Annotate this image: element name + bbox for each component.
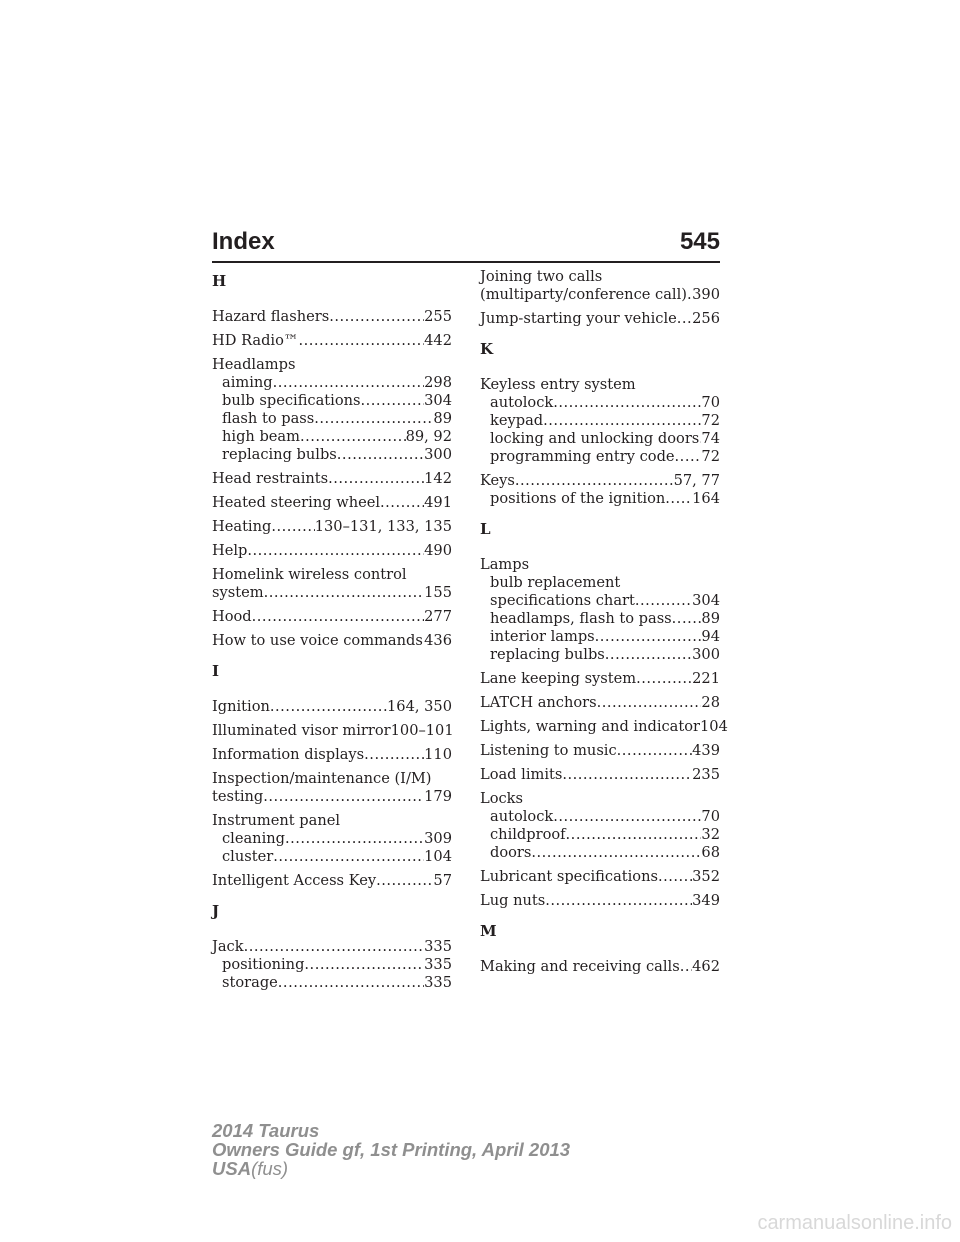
index-term-line xyxy=(480,868,720,886)
index-subentry xyxy=(212,410,452,428)
dot-leader xyxy=(665,490,692,508)
page-reference: 89 xyxy=(433,410,452,427)
index-entry xyxy=(212,698,452,716)
index-term: HD Radio™ xyxy=(212,332,299,349)
index-entry xyxy=(480,556,720,664)
dot-leader xyxy=(566,826,702,844)
index-term: Load limits xyxy=(480,766,563,783)
index-entry xyxy=(480,670,720,688)
index-term-line xyxy=(212,698,452,716)
dot-leader xyxy=(677,310,692,328)
index-term-line xyxy=(212,494,452,512)
page-reference: 304 xyxy=(424,392,452,409)
index-term: autolock xyxy=(490,394,554,411)
index-entry xyxy=(212,308,452,326)
dot-leader xyxy=(304,956,424,974)
footer-market-extra: (fus) xyxy=(251,1158,289,1179)
index-term: aiming xyxy=(222,374,273,391)
index-term: Heating xyxy=(212,518,272,535)
index-term: headlamps, flash to pass xyxy=(490,610,672,627)
index-term-line xyxy=(480,892,720,910)
index-entry xyxy=(212,722,452,740)
index-term: Homelink wireless control xyxy=(212,566,407,583)
page-reference: 300 xyxy=(692,646,720,663)
index-term-line xyxy=(480,742,720,760)
dot-leader xyxy=(270,698,387,716)
index-entry xyxy=(212,770,452,806)
index-term-line xyxy=(480,670,720,688)
dot-leader xyxy=(553,808,701,826)
index-term: Jack xyxy=(212,938,244,955)
page-header xyxy=(212,228,720,256)
index-term: Lamps xyxy=(480,556,530,573)
index-term-line xyxy=(212,938,452,956)
page-reference: 179 xyxy=(424,788,452,805)
index-entry xyxy=(480,310,720,328)
index-entry xyxy=(212,332,452,350)
index-term: Illuminated visor mirror xyxy=(212,722,391,739)
dot-leader xyxy=(264,584,425,602)
index-entry xyxy=(480,790,720,862)
index-term-line xyxy=(480,766,720,784)
index-term: specifications chart xyxy=(490,592,635,609)
page-reference: 390 xyxy=(692,286,720,303)
dot-leader xyxy=(562,766,692,784)
index-term-line xyxy=(480,556,720,574)
section-letter: H xyxy=(212,272,227,290)
page-reference: 304 xyxy=(692,592,720,609)
index-term-line xyxy=(212,770,452,788)
dot-leader xyxy=(298,332,424,350)
index-term: bulb specifications xyxy=(222,392,361,409)
page-number: 545 xyxy=(679,228,720,255)
index-subentry xyxy=(212,392,452,410)
index-term: cluster xyxy=(222,848,274,865)
page-reference: 104 xyxy=(424,848,452,865)
index-subentry xyxy=(212,374,452,392)
index-term: Intelligent Access Key xyxy=(212,872,377,889)
page-reference: 442 xyxy=(424,332,452,349)
index-term: cleaning xyxy=(222,830,285,847)
index-subentry xyxy=(480,628,720,646)
index-term-line xyxy=(212,308,452,326)
footer-market-code: USA xyxy=(212,1158,252,1179)
index-entry xyxy=(212,494,452,512)
dot-leader xyxy=(364,746,424,764)
index-term: Keyless entry system xyxy=(480,376,636,393)
index-term: replacing bulbs xyxy=(222,446,337,463)
index-term: storage xyxy=(222,974,278,991)
footer xyxy=(212,1121,570,1178)
index-term-line xyxy=(212,470,452,488)
page-reference: 277 xyxy=(424,608,452,625)
index-term-line xyxy=(212,332,452,350)
index-term: flash to pass xyxy=(222,410,315,427)
index-entry xyxy=(480,694,720,712)
dot-leader xyxy=(531,844,701,862)
section-letter: J xyxy=(212,902,220,920)
dot-leader xyxy=(328,470,424,488)
page-reference: 164, 350 xyxy=(387,698,452,715)
index-term: autolock xyxy=(490,808,554,825)
page-reference: 256 xyxy=(692,310,720,327)
section-letter: K xyxy=(480,340,494,358)
index-term-line xyxy=(212,632,452,650)
index-term-line xyxy=(212,746,452,764)
page-reference: 462 xyxy=(692,958,720,975)
index-entry xyxy=(480,766,720,784)
page-reference: 100–101 xyxy=(390,722,454,739)
page-reference: 74 xyxy=(701,430,720,447)
page-reference: 221 xyxy=(692,670,720,687)
index-entry xyxy=(212,938,452,992)
index-term-line xyxy=(212,608,452,626)
index-entry xyxy=(212,356,452,464)
index-term: Inspection/maintenance (I/M) xyxy=(212,770,432,787)
page-title: Index xyxy=(212,228,275,255)
dot-leader xyxy=(680,958,692,976)
index-subentry xyxy=(480,448,720,466)
index-term: positions of the ignition xyxy=(490,490,666,507)
index-column-right xyxy=(480,268,728,982)
page-reference: 130–131, 133, 135 xyxy=(314,518,452,535)
page-reference: 164 xyxy=(692,490,720,507)
page-reference: 70 xyxy=(701,808,720,825)
index-subentry xyxy=(480,844,720,862)
index-term: Heated steering wheel xyxy=(212,494,381,511)
dot-leader xyxy=(263,788,424,806)
dot-leader xyxy=(271,518,314,536)
index-term: Listening to music xyxy=(480,742,617,759)
section-letter: I xyxy=(212,662,220,680)
index-term: Hazard flashers xyxy=(212,308,330,325)
index-term: testing xyxy=(212,788,264,805)
index-term-line xyxy=(212,566,452,584)
page-reference: 28 xyxy=(701,694,720,711)
index-subentry xyxy=(480,610,720,628)
index-term: Lights, warning and indicator xyxy=(480,718,701,735)
index-term: replacing bulbs xyxy=(490,646,605,663)
index-subentry xyxy=(480,574,720,592)
index-entry xyxy=(480,868,720,886)
dot-leader xyxy=(380,494,424,512)
index-term: Making and receiving calls xyxy=(480,958,680,975)
index-subentry xyxy=(480,646,720,664)
index-term: Headlamps xyxy=(212,356,296,373)
dot-leader xyxy=(329,308,424,326)
index-subentry xyxy=(212,848,452,866)
index-term: (multiparty/conference call) xyxy=(480,286,687,303)
page-reference: 57, 77 xyxy=(673,472,720,489)
index-term: positioning xyxy=(222,956,305,973)
index-term: Head restraints xyxy=(212,470,329,487)
index-term: high beam xyxy=(222,428,300,445)
index-term-line xyxy=(480,376,720,394)
section-letter: L xyxy=(480,520,491,538)
page-reference: 255 xyxy=(424,308,452,325)
index-term-line xyxy=(480,790,720,808)
index-entry xyxy=(480,742,720,760)
index-term: Locks xyxy=(480,790,523,807)
dot-leader xyxy=(635,592,692,610)
dot-leader xyxy=(285,830,424,848)
dot-leader xyxy=(553,394,701,412)
index-term: Information displays xyxy=(212,746,365,763)
index-subentry xyxy=(480,394,720,412)
index-term: Instrument panel xyxy=(212,812,341,829)
page-reference: 72 xyxy=(701,412,720,429)
index-subentry xyxy=(480,592,720,610)
dot-leader xyxy=(337,446,424,464)
dot-leader xyxy=(672,610,702,628)
page-reference: 89, 92 xyxy=(405,428,452,445)
index-entry xyxy=(480,472,720,508)
index-entry xyxy=(212,518,452,536)
page-reference: 70 xyxy=(701,394,720,411)
index-term: Lane keeping system xyxy=(480,670,637,687)
page-reference: 110 xyxy=(424,746,452,763)
dot-leader xyxy=(545,892,692,910)
page-reference: 309 xyxy=(424,830,452,847)
page-reference: 335 xyxy=(424,938,452,955)
page-reference: 89 xyxy=(701,610,720,627)
footer-edition: Owners Guide gf, 1st Printing, April 2013 xyxy=(212,1139,571,1160)
dot-leader xyxy=(597,694,702,712)
page-reference: 349 xyxy=(692,892,720,909)
index-subentry xyxy=(212,446,452,464)
index-term-line xyxy=(212,584,452,602)
index-term: Lug nuts xyxy=(480,892,546,909)
index-subentry xyxy=(480,808,720,826)
index-term: Help xyxy=(212,542,248,559)
dot-leader xyxy=(273,374,425,392)
page-reference: 94 xyxy=(701,628,720,645)
index-subentry xyxy=(212,428,452,446)
index-term-line xyxy=(212,518,452,536)
watermark: carmanualsonline.info xyxy=(757,1212,952,1234)
page-reference: 491 xyxy=(424,494,452,511)
index-term-line xyxy=(480,310,720,328)
index-column-left xyxy=(212,268,452,998)
dot-leader xyxy=(617,742,692,760)
dot-leader xyxy=(675,448,702,466)
dot-leader xyxy=(252,608,424,626)
index-term-line xyxy=(212,722,452,740)
index-entry xyxy=(212,470,452,488)
section-letter: M xyxy=(480,922,497,940)
index-subentry xyxy=(212,974,452,992)
index-term: Ignition xyxy=(212,698,270,715)
index-entry xyxy=(212,566,452,602)
index-term-line xyxy=(480,268,720,286)
index-term-line xyxy=(212,542,452,560)
index-term-line xyxy=(480,286,720,304)
page-reference: 142 xyxy=(424,470,452,487)
page-reference: 68 xyxy=(701,844,720,861)
page-reference: 72 xyxy=(701,448,720,465)
dot-leader xyxy=(515,472,674,490)
page-reference: 104 xyxy=(700,718,728,735)
index-term: How to use voice commands xyxy=(212,632,423,649)
index-term: LATCH anchors xyxy=(480,694,597,711)
index-subentry xyxy=(212,830,452,848)
page-reference: 32 xyxy=(701,826,720,843)
index-subentry xyxy=(480,430,720,448)
dot-leader xyxy=(244,938,425,956)
index-entry xyxy=(212,608,452,626)
index-term-line xyxy=(212,812,452,830)
page-reference: 490 xyxy=(424,542,452,559)
dot-leader xyxy=(376,872,433,890)
dot-leader xyxy=(300,428,406,446)
dot-leader xyxy=(636,670,692,688)
index-subentry xyxy=(480,490,720,508)
index-term-line xyxy=(212,788,452,806)
page-reference: 298 xyxy=(424,374,452,391)
dot-leader xyxy=(543,412,701,430)
index-entry xyxy=(212,812,452,866)
dot-leader xyxy=(314,410,433,428)
index-subentry xyxy=(480,826,720,844)
page-reference: 300 xyxy=(424,446,452,463)
index-subentry xyxy=(212,956,452,974)
index-term-line xyxy=(480,958,720,976)
dot-leader xyxy=(605,646,692,664)
index-term: interior lamps xyxy=(490,628,595,645)
index-term: locking and unlocking doors xyxy=(490,430,700,447)
page-reference: 335 xyxy=(424,974,452,991)
header-rule xyxy=(212,261,720,263)
index-term-line xyxy=(480,694,720,712)
page-reference: 436 xyxy=(424,632,452,649)
index-term: keypad xyxy=(490,412,544,429)
index-entry xyxy=(480,958,720,976)
dot-leader xyxy=(595,628,702,646)
index-subentry xyxy=(480,412,720,430)
index-entry xyxy=(212,542,452,560)
index-term: programming entry code xyxy=(490,448,675,465)
index-entry xyxy=(480,268,720,304)
page-reference: 352 xyxy=(692,868,720,885)
dot-leader xyxy=(273,848,424,866)
index-term-line xyxy=(480,472,720,490)
page-reference: 335 xyxy=(424,956,452,973)
dot-leader xyxy=(247,542,424,560)
page-reference: 235 xyxy=(692,766,720,783)
dot-leader xyxy=(658,868,692,886)
index-term: system xyxy=(212,584,264,601)
index-entry xyxy=(480,718,728,736)
page-reference: 439 xyxy=(692,742,720,759)
index-term: Hood xyxy=(212,608,252,625)
index-term: doors xyxy=(490,844,532,861)
footer-model: 2014 Taurus xyxy=(212,1120,320,1141)
index-entry xyxy=(212,746,452,764)
index-term: Joining two calls xyxy=(480,268,603,285)
index-entry xyxy=(212,632,452,650)
dot-leader xyxy=(361,392,425,410)
index-term: childproof xyxy=(490,826,566,843)
index-term: Jump-starting your vehicle xyxy=(480,310,677,327)
index-entry xyxy=(480,376,720,466)
index-term: Keys xyxy=(480,472,515,489)
dot-leader xyxy=(278,974,424,992)
index-term: Lubricant specifications xyxy=(480,868,658,885)
index-entry xyxy=(212,872,452,890)
index-term-line xyxy=(480,718,728,736)
page-reference: 57 xyxy=(433,872,452,889)
index-entry xyxy=(480,892,720,910)
footer-market xyxy=(212,1159,570,1178)
index-term: bulb replacement xyxy=(490,574,621,591)
index-term-line xyxy=(212,872,452,890)
index-term-line xyxy=(212,356,452,374)
page-reference: 155 xyxy=(424,584,452,601)
